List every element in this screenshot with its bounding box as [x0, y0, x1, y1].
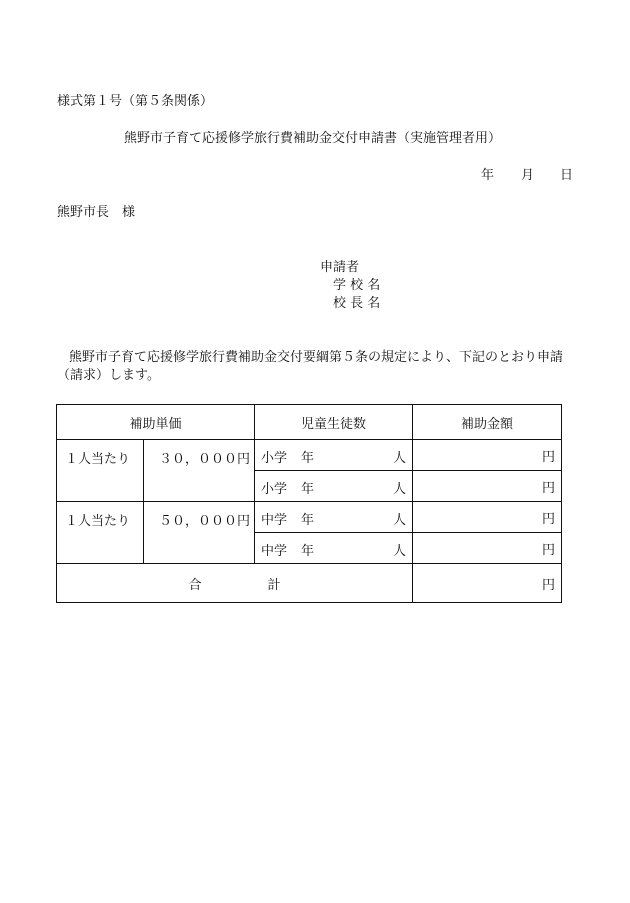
- people-label: 人: [393, 513, 407, 528]
- table-row: [57, 440, 562, 471]
- grade-label: 年: [301, 513, 315, 528]
- date-year-label: 年: [481, 168, 495, 183]
- amount-cell[interactable]: 円: [413, 471, 562, 502]
- total-amount-cell[interactable]: 円: [413, 564, 562, 603]
- form-number: 様式第１号（第５条関係）: [57, 94, 214, 109]
- student-count-cell[interactable]: [255, 502, 413, 533]
- total-label-part-1: 合: [188, 577, 202, 593]
- body-text: 熊野市子育て応援修学旅行費補助金交付要綱第５条の規定により、下記のとおり申請（請求）します。: [57, 350, 564, 383]
- grade-label: 年: [301, 544, 315, 559]
- grade-label: 年: [301, 451, 315, 466]
- total-row: [57, 564, 562, 603]
- subsidy-table: [56, 404, 562, 603]
- applicant-label: 申請者: [320, 260, 360, 275]
- amount-cell[interactable]: 円: [413, 502, 562, 533]
- header-unit-price: 補助単価: [57, 405, 255, 440]
- unit-amount: ３０，０００円: [144, 440, 255, 502]
- date-day-label: 日: [560, 168, 574, 183]
- principal-name-label: 校 長 名: [333, 296, 381, 311]
- unit-amount: ５０，０００円: [144, 502, 255, 564]
- table-header-row: [57, 405, 562, 440]
- school-level: 小学: [261, 482, 288, 497]
- unit-label: １人当たり: [57, 502, 144, 564]
- amount-cell[interactable]: 円: [413, 440, 562, 471]
- people-label: 人: [393, 544, 407, 559]
- people-label: 人: [393, 451, 407, 466]
- school-level: 中学: [261, 513, 288, 528]
- grade-label: 年: [301, 482, 315, 497]
- total-label-cell: [57, 564, 413, 603]
- total-label-part-2: 計: [267, 577, 281, 593]
- table-row: [57, 502, 562, 533]
- header-subsidy-amount: 補助金額: [413, 405, 562, 440]
- date-month-label: 月: [521, 168, 535, 183]
- people-label: 人: [393, 482, 407, 497]
- amount-cell[interactable]: 円: [413, 533, 562, 564]
- student-count-cell[interactable]: [255, 440, 413, 471]
- school-level: 小学: [261, 451, 288, 466]
- document-title: 熊野市子育て応援修学旅行費補助金交付申請書（実施管理者用）: [124, 131, 502, 146]
- student-count-cell[interactable]: [255, 471, 413, 502]
- addressee: 熊野市長 様: [57, 205, 136, 220]
- student-count-cell[interactable]: [255, 533, 413, 564]
- header-student-count: 児童生徒数: [255, 405, 413, 440]
- school-name-label: 学 校 名: [333, 278, 381, 293]
- school-level: 中学: [261, 544, 288, 559]
- unit-label: １人当たり: [57, 440, 144, 502]
